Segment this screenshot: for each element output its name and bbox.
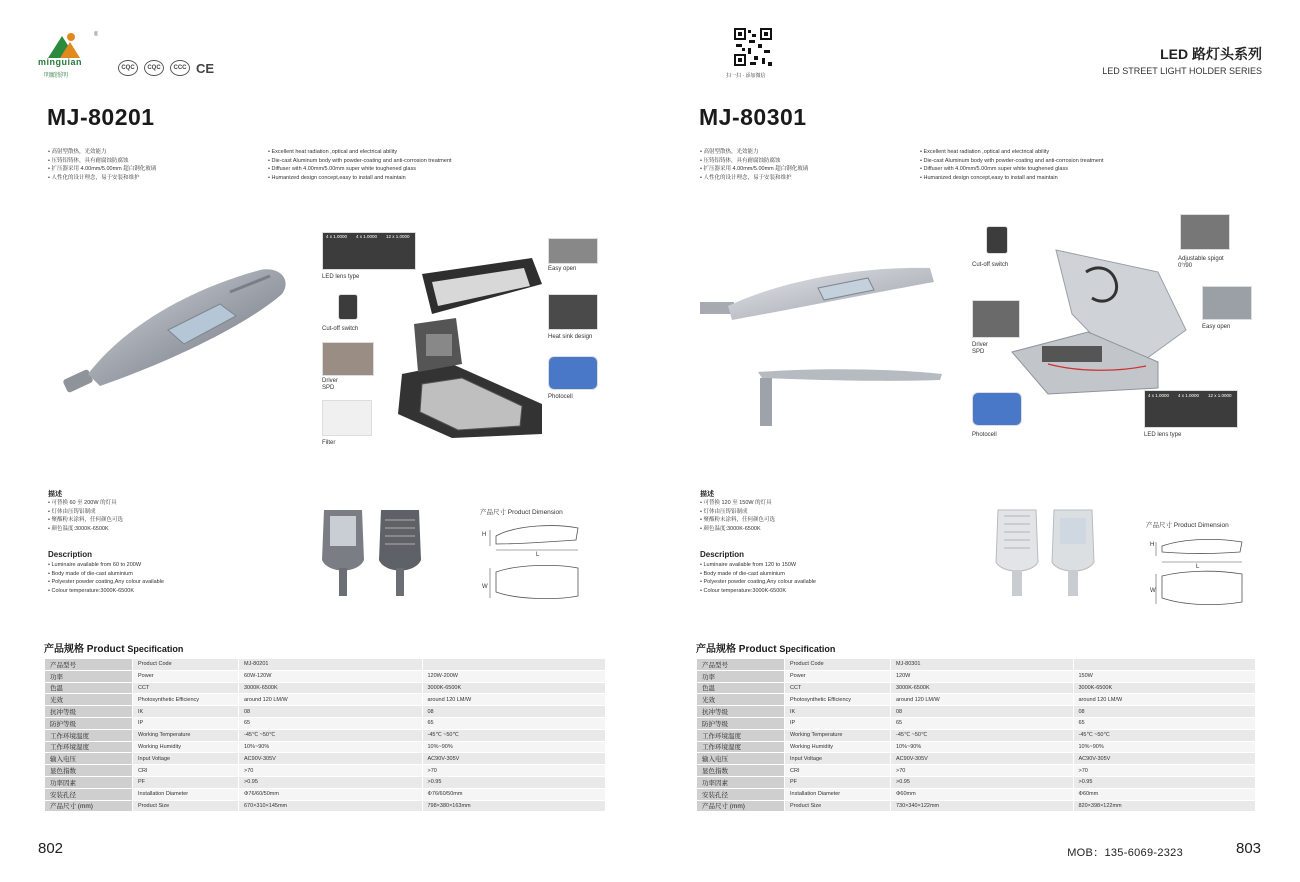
features-en xyxy=(268,148,452,182)
spec-row xyxy=(697,800,1256,812)
spec-label-en: Working Humidity xyxy=(785,741,891,753)
spec-value: AC90V-305V xyxy=(1073,753,1256,765)
luminaire-back-view xyxy=(1048,506,1098,598)
spec-row xyxy=(697,729,1256,741)
spec-label-cn: 安装孔径 xyxy=(697,788,785,800)
spec-row xyxy=(697,765,1256,777)
description-item: • 聚酯粉末涂料，任何颜色可选 xyxy=(48,516,123,525)
spec-row xyxy=(45,765,606,777)
spec-value: >0.95 xyxy=(422,776,606,788)
brand-name-cn: 明願照明 xyxy=(44,73,69,79)
spec-label-cn: 工作环境温度 xyxy=(45,729,133,741)
spec-label-cn: 工作环境湿度 xyxy=(45,741,133,753)
description-item: • Luminaire available from 120 to 150W xyxy=(700,561,816,570)
catalog-page-right xyxy=(650,0,1300,882)
spec-row xyxy=(697,788,1256,800)
cutoff-switch-label: Cut-off switch xyxy=(972,262,1009,268)
feature-item: • 压铸铝铸体，具有耐腐蚀防腐蚀 xyxy=(700,157,808,166)
driver-spd-thumbnail xyxy=(972,300,1020,338)
spec-row xyxy=(45,717,606,729)
spec-label-en: IP xyxy=(785,717,891,729)
dimension-h-label: H xyxy=(482,532,487,538)
spec-label-en: Input Voltage xyxy=(133,753,239,765)
spec-value: 3000K-6500K xyxy=(239,682,423,694)
photocell-thumbnail xyxy=(972,392,1022,426)
spec-label-en: Product Code xyxy=(133,659,239,671)
easy-open-thumbnail xyxy=(1202,286,1252,320)
spec-title xyxy=(44,640,183,655)
spec-value: 120W xyxy=(891,670,1074,682)
spec-label-cn: 显色指数 xyxy=(45,765,133,777)
spec-label-cn: 输入电压 xyxy=(45,753,133,765)
spec-value: Φ76/60/50mm xyxy=(239,788,423,800)
model-title: MJ-80201 xyxy=(47,104,155,130)
photocell-label: Photocell xyxy=(548,394,573,400)
spec-label-en: IK xyxy=(785,706,891,718)
spec-label-cn: 安装孔径 xyxy=(45,788,133,800)
spec-value: 730×340×122mm xyxy=(891,800,1074,812)
easy-open-label: Easy open xyxy=(548,266,577,272)
spec-label-en: Power xyxy=(133,670,239,682)
spec-label-en: IP xyxy=(133,717,239,729)
series-title-en: LED STREET LIGHT HOLDER SERIES xyxy=(1102,66,1262,76)
page-number: 803 xyxy=(1236,840,1262,857)
spec-label-cn: 功率因素 xyxy=(45,776,133,788)
feature-item: • 人性化的设计理念，易于安装和维护 xyxy=(700,174,808,183)
spec-value: >0.95 xyxy=(891,776,1074,788)
spec-row xyxy=(45,753,606,765)
spec-value: >70 xyxy=(1073,765,1256,777)
description-item: • Body made of die-cast aluminium xyxy=(48,570,164,579)
spec-row xyxy=(45,659,606,671)
description-item: • Polyester powder coating,Any colour available xyxy=(48,578,164,587)
spec-title-cn: 产品规格 xyxy=(44,644,84,655)
feature-item: • Diffuser with 4.00mm/5.00mm super white toughened glass xyxy=(268,165,452,174)
cqc-mark-icon: CQC xyxy=(118,60,138,76)
feature-item: • Excellent heat radiation ,optical and electrical ability xyxy=(920,148,1104,157)
qr-code-icon xyxy=(732,26,774,68)
description-item: • 颜色温度:3000K-6500K xyxy=(48,525,123,534)
street-light-side-view xyxy=(754,364,946,428)
lens-tag: 4 x 1.0000 xyxy=(356,234,378,239)
spec-label-cn: 产品尺寸 (mm) xyxy=(697,800,785,812)
features-en xyxy=(920,148,1104,182)
led-lens-label: LED lens type xyxy=(322,274,360,280)
spec-row xyxy=(697,753,1256,765)
cqc-mark-icon: CQC xyxy=(144,60,164,76)
heat-sink-thumbnail xyxy=(548,294,598,330)
spec-label-cn: 功率 xyxy=(45,670,133,682)
spec-value: around 120 LM/W xyxy=(422,694,606,706)
spec-value: 670×310×145mm xyxy=(239,800,423,812)
spec-value: around 120 LM/W xyxy=(1073,694,1256,706)
spec-value: around 120 LM/W xyxy=(239,694,423,706)
spec-value: >0.95 xyxy=(1073,776,1256,788)
feature-item: • Humanized design concept,easy to install and maintain xyxy=(920,174,1104,183)
description-title-cn: 描述 xyxy=(700,491,714,498)
description-item: • Body made of die-cast aluminium xyxy=(700,570,816,579)
spec-label-en: Input Voltage xyxy=(785,753,891,765)
spec-label-en: CCT xyxy=(133,682,239,694)
spec-label-en: Installation Diameter xyxy=(133,788,239,800)
feature-item: • Excellent heat radiation ,optical and electrical ability xyxy=(268,148,452,157)
spec-label-en: CRI xyxy=(133,765,239,777)
spec-value: MJ-80301 xyxy=(891,659,1074,671)
spec-label-cn: 抗冲等级 xyxy=(45,706,133,718)
spec-label-en: Product Size xyxy=(133,800,239,812)
spec-value: 10%~90% xyxy=(891,741,1074,753)
spec-value: 65 xyxy=(422,717,606,729)
feature-item: • 扩压器采用 4.00mm/5.00mm 超白钢化玻璃 xyxy=(700,165,808,174)
spec-value: 798×380×163mm xyxy=(422,800,606,812)
feature-item: • 高射型散热，光效能力 xyxy=(48,148,156,157)
spec-row xyxy=(45,729,606,741)
spec-label-en: Product Code xyxy=(785,659,891,671)
spec-value: AC90V-305V xyxy=(422,753,606,765)
open-luminaire-image xyxy=(1008,242,1188,400)
certification-marks xyxy=(118,60,214,76)
spec-title-en2: Specification xyxy=(779,644,836,654)
mobile-contact: MOB：135-6069-2323 xyxy=(1067,847,1183,859)
spec-table xyxy=(696,658,1256,812)
spec-label-cn: 功率因素 xyxy=(697,776,785,788)
spec-row xyxy=(45,706,606,718)
dimension-title: 产品尺寸 Product Dimension xyxy=(1146,522,1229,529)
spec-value: >0.95 xyxy=(239,776,423,788)
spec-value: 08 xyxy=(891,706,1074,718)
easy-open-label: Easy open xyxy=(1202,324,1231,330)
dimension-drawing xyxy=(1146,536,1250,612)
description-item: • 可替换 60 至 200W 的灯具 xyxy=(48,499,123,508)
lens-tag: 4 x 1.0000 xyxy=(1148,393,1170,398)
spec-label-en: Working Humidity xyxy=(133,741,239,753)
spec-row xyxy=(45,776,606,788)
spec-value: 10%~90% xyxy=(1073,741,1256,753)
filter-label: Filter xyxy=(322,440,336,446)
spec-label-cn: 防护等级 xyxy=(45,717,133,729)
spec-label-en: Power xyxy=(785,670,891,682)
model-title: MJ-80301 xyxy=(699,104,807,130)
dimension-l-label: L xyxy=(1196,564,1200,570)
spec-row xyxy=(697,682,1256,694)
spec-label-cn: 产品型号 xyxy=(45,659,133,671)
description-title-en: Description xyxy=(48,550,93,559)
features-cn xyxy=(48,148,156,182)
led-lens-label: LED lens type xyxy=(1144,432,1182,438)
spec-row xyxy=(697,659,1256,671)
spec-value: 10%~90% xyxy=(239,741,423,753)
spec-value xyxy=(1073,659,1256,671)
spec-label-cn: 色温 xyxy=(697,682,785,694)
photocell-thumbnail xyxy=(548,356,598,390)
feature-item: • 高射型散热，光效能力 xyxy=(700,148,808,157)
spec-row xyxy=(45,670,606,682)
svg-text:®: ® xyxy=(94,32,98,38)
spec-label-en: CRI xyxy=(785,765,891,777)
feature-item: • 扩压器采用 4.00mm/5.00mm 超白钢化玻璃 xyxy=(48,165,156,174)
feature-item: • Die-cast Aluminum body with powder-coating and anti-corrosion treatment xyxy=(268,157,452,166)
mingjian-logo xyxy=(38,28,98,74)
spec-value: 120W-200W xyxy=(422,670,606,682)
dimension-drawing xyxy=(478,520,588,606)
lens-tag: 4 x 1.0000 xyxy=(326,234,348,239)
lens-tag: 12 x 1.0000 xyxy=(1208,393,1232,398)
spec-value: -45℃ ~50℃ xyxy=(1073,729,1256,741)
spec-label-cn: 产品尺寸 (mm) xyxy=(45,800,133,812)
spec-value: 3000K-6500K xyxy=(891,682,1074,694)
spec-row xyxy=(45,682,606,694)
open-luminaire-image xyxy=(392,254,552,440)
series-title-cn: LED 路灯头系列 xyxy=(1160,46,1262,62)
spec-label-en: Product Size xyxy=(785,800,891,812)
spec-label-cn: 防护等级 xyxy=(697,717,785,729)
spec-title-cn: 产品规格 xyxy=(696,644,736,655)
spec-value: -45℃ ~50℃ xyxy=(891,729,1074,741)
spec-row xyxy=(45,694,606,706)
description-item: • Polyester powder coating,Any colour available xyxy=(700,578,816,587)
description-item: • 灯体由压铸铝制成 xyxy=(700,508,775,517)
easy-open-thumbnail xyxy=(548,238,598,264)
spec-value: Φ60mm xyxy=(1073,788,1256,800)
luminaire-front-view xyxy=(992,506,1042,598)
spec-value: 08 xyxy=(1073,706,1256,718)
spec-row xyxy=(45,788,606,800)
spec-row xyxy=(697,694,1256,706)
heat-sink-label: Heat sink design xyxy=(548,334,593,340)
spec-label-en: Installation Diameter xyxy=(785,788,891,800)
spec-label-cn: 光效 xyxy=(697,694,785,706)
spec-label-en: Photosynthetic Efficiency xyxy=(133,694,239,706)
spec-row xyxy=(697,706,1256,718)
spec-title-en2: Specification xyxy=(127,644,184,654)
dimension-w-label: W xyxy=(1150,588,1156,594)
description-item: • Luminaire available from 60 to 200W xyxy=(48,561,164,570)
ccc-mark-icon: CCC xyxy=(170,60,190,76)
spec-value: 60W-120W xyxy=(239,670,423,682)
driver-spd-thumbnail xyxy=(322,342,374,376)
spec-label-cn: 显色指数 xyxy=(697,765,785,777)
spec-row xyxy=(697,670,1256,682)
spec-title xyxy=(696,640,835,655)
spec-row xyxy=(697,717,1256,729)
luminaire-front-view xyxy=(318,506,368,598)
dimension-l-label: L xyxy=(536,552,540,558)
spec-table xyxy=(44,658,606,812)
street-light-top-view xyxy=(698,262,938,334)
spec-label-en: IK xyxy=(133,706,239,718)
spec-label-cn: 色温 xyxy=(45,682,133,694)
spec-label-cn: 输入电压 xyxy=(697,753,785,765)
spec-value: 08 xyxy=(422,706,606,718)
description-item: • 灯体由压铸铝制成 xyxy=(48,508,123,517)
cutoff-switch-label: Cut-off switch xyxy=(322,326,359,332)
description-title-en: Description xyxy=(700,550,745,559)
description-en xyxy=(700,561,816,595)
filter-thumbnail xyxy=(322,400,372,436)
spec-label-en: CCT xyxy=(785,682,891,694)
feature-item: • 人性化的设计理念，易于安装和维护 xyxy=(48,174,156,183)
qr-caption: 扫一扫 · 添加微信 xyxy=(726,73,766,79)
spec-label-cn: 光效 xyxy=(45,694,133,706)
spec-label-en: PF xyxy=(133,776,239,788)
lens-tag: 12 x 1.0000 xyxy=(386,234,410,239)
description-item: • 可替换 120 至 150W 的灯具 xyxy=(700,499,775,508)
feature-item: • Humanized design concept,easy to install and maintain xyxy=(268,174,452,183)
spec-row xyxy=(697,776,1256,788)
spec-value: >70 xyxy=(422,765,606,777)
driver-spd-label: Driver SPD xyxy=(322,378,338,391)
spec-label-cn: 抗冲等级 xyxy=(697,706,785,718)
dimension-h-label: H xyxy=(1150,542,1155,548)
street-light-product-image xyxy=(60,262,295,402)
spec-value: 65 xyxy=(891,717,1074,729)
features-cn xyxy=(700,148,808,182)
brand-name: minguian xyxy=(38,57,82,67)
spec-label-cn: 功率 xyxy=(697,670,785,682)
description-item: • 颜色温度:3000K-6500K xyxy=(700,525,775,534)
spec-label-cn: 产品型号 xyxy=(697,659,785,671)
spec-title-en: Product xyxy=(738,644,777,655)
description-item: • Colour temperature:3000K-6500K xyxy=(700,587,816,596)
spec-value: Φ60mm xyxy=(891,788,1074,800)
description-title-cn: 描述 xyxy=(48,491,62,498)
spec-row xyxy=(45,741,606,753)
spec-value: 65 xyxy=(1073,717,1256,729)
feature-item: • 压铸铝铸体，具有耐腐蚀防腐蚀 xyxy=(48,157,156,166)
spec-value: -45℃ ~50℃ xyxy=(239,729,423,741)
spec-value: 3000K-6500K xyxy=(1073,682,1256,694)
cutoff-switch-thumbnail xyxy=(338,294,358,320)
description-item: • 聚酯粉末涂料，任何颜色可选 xyxy=(700,516,775,525)
spec-label-cn: 工作环境湿度 xyxy=(697,741,785,753)
spec-title-en: Product xyxy=(86,644,125,655)
adjustable-spigot-thumbnail xyxy=(1180,214,1230,250)
spec-value: 10%~90% xyxy=(422,741,606,753)
description-item: • Colour temperature:3000K-6500K xyxy=(48,587,164,596)
spec-value: >70 xyxy=(239,765,423,777)
spec-label-en: Working Temperature xyxy=(133,729,239,741)
dimension-title: 产品尺寸 Product Dimension xyxy=(480,509,563,516)
spec-label-en: Working Temperature xyxy=(785,729,891,741)
description-cn xyxy=(48,499,123,533)
description-cn xyxy=(700,499,775,533)
spec-value: 150W xyxy=(1073,670,1256,682)
adjustable-spigot-label: Adjustable spigot 0°/90 xyxy=(1178,256,1224,269)
photocell-label: Photocell xyxy=(972,432,997,438)
spec-label-en: Photosynthetic Efficiency xyxy=(785,694,891,706)
spec-value: AC90V-305V xyxy=(891,753,1074,765)
spec-row xyxy=(697,741,1256,753)
spec-value xyxy=(422,659,606,671)
feature-item: • Die-cast Aluminum body with powder-coating and anti-corrosion treatment xyxy=(920,157,1104,166)
spec-label-en: PF xyxy=(785,776,891,788)
feature-item: • Diffuser with 4.00mm/5.00mm super white toughened glass xyxy=(920,165,1104,174)
spec-value: AC90V-305V xyxy=(239,753,423,765)
lens-tag: 4 x 1.0000 xyxy=(1178,393,1200,398)
spec-value: 820×398×122mm xyxy=(1073,800,1256,812)
spec-value: 3000K-6500K xyxy=(422,682,606,694)
spec-value: around 120 LM/W xyxy=(891,694,1074,706)
spec-value: 08 xyxy=(239,706,423,718)
page-number: 802 xyxy=(38,840,64,857)
spec-value: >70 xyxy=(891,765,1074,777)
spec-label-cn: 工作环境温度 xyxy=(697,729,785,741)
spec-row xyxy=(45,800,606,812)
luminaire-back-view xyxy=(375,506,425,598)
cutoff-switch-thumbnail xyxy=(986,226,1008,254)
spec-value: -45℃ ~50℃ xyxy=(422,729,606,741)
spec-value: MJ-80201 xyxy=(239,659,423,671)
driver-spd-label: Driver SPD xyxy=(972,342,988,355)
description-en xyxy=(48,561,164,595)
spec-value: Φ76/60/50mm xyxy=(422,788,606,800)
dimension-w-label: W xyxy=(482,584,488,590)
ce-mark-icon: CE xyxy=(196,60,215,76)
spec-value: 65 xyxy=(239,717,423,729)
